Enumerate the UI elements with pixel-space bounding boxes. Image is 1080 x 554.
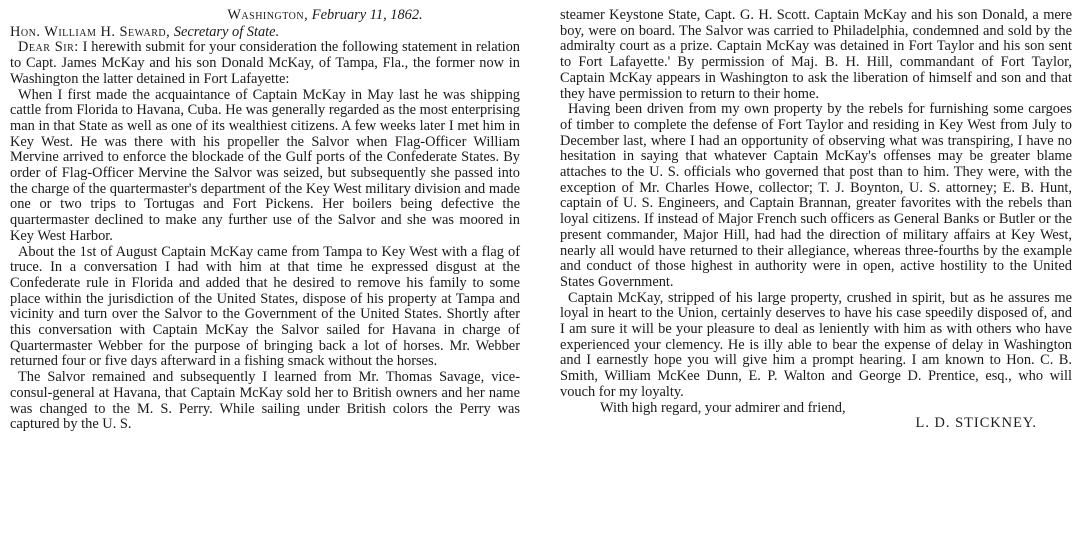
paragraph-4: Having been driven from my own property by the rebels for furnishing some cargoes of timber to complete the defense of Fort Taylor and residing in Key West from July to December last, where I had an opportunity of observing what was transpiring, I have no hesitation in saying that whatever Captain McKay's offenses may be greater blame attaches to the U. S. officials who governed that post than to him. They were, with the exception of Mr. Charles Howe, collector; T. J. Boynton, U. S. attorney; E. B. Hunt, captain of U. S. Engineers, and Captain Brannan, greater favorites with the rebels than loyal citizens. If instead of Major French such officers as General Banks or Butler or the present commander, Major Hill, had had the direction of military affairs at Key West, nearly all would have returned to their allegiance, whereas three-fourths by the example and conduct of those highest in authority were in open, active hostility to the United States Government. <box>560 101 1072 290</box>
addressee <box>10 25 520 41</box>
signature: L. D. STICKNEY. <box>915 415 1037 432</box>
paragraph-2: About the 1st of August Captain McKay came from Tampa to Key West with a flag of truce. In a conversation I had with him at that time he expressed disgust at the Confederate rule in Florida and added that he desired to remove his family to some place within the jurisdiction of the United States, dispose of his property at Tampa and vicinity and turn over the Salvor to the Government of the United States. Shortly after this conversation with Captain McKay the Salvor sailed for Havana in charge of Quartermaster Webber for the purpose of bringing back a lot of horses. Mr. Webber returned four or five days afterward in a fishing smack without the horses. <box>10 243 520 370</box>
left-column <box>10 8 520 433</box>
paragraph-1: When I first made the acquaintance of Captain McKay in May last he was shipping cattle from Florida to Havana, Cuba. He was generally regarded as the most enterprising man in that State as well as one of its wealthiest citizens. A few weeks later I met him in Key West. He was there with his propeller the Salvor when Flag-Officer William Mervine arrived to enforce the blockade of the Gulf ports of the Confederate States. By order of Flag-Officer Mervine the Salvor was seized, but subsequently she passed into the charge of the quartermaster's department of the Key West military division and made one or two trips to Tortugas and Fort Pickens. Her boilers being defective the quartermaster declined to make any further use of the Salvor and she was moored in Key West Harbor. <box>10 86 520 244</box>
right-column <box>560 8 1072 432</box>
paragraph-5: Captain McKay, stripped of his large property, crushed in spirit, but as he assures me loyal in heart to the Union, certainly deserves to have his case speedily disposed of, and I am sure it will be your pleasure to deal as leniently with him as with others who have experienced your clemency. He is illy able to bear the expense of delay in Washington and I earnestly hope you will give him a prompt hearing. I am known to Hon. C. B. Smith, William McKee Dunn, E. P. Walton and George D. Prentice, esq., who will vouch for my loyalty. <box>560 289 1072 400</box>
intro-paragraph <box>10 40 520 87</box>
dateline-place: Washington, <box>227 7 309 23</box>
intro-text: I herewith submit for your consideration the following statement in relation to Capt. James McKay and his son Donald McKay, of Tampa, Fla., the former now in Washington the latter detained in Fort Lafayette: <box>10 39 520 87</box>
paragraph-3: The Salvor remained and subsequently I learned from Mr. Thomas Savage, vice-consul-general at Havana, that Captain McKay sold her to British owners and her name was changed to the M. S. Perry. While sailing under British colors the Perry was captured by the U. S. <box>10 369 520 433</box>
addressee-title: Secretary of State. <box>173 23 280 40</box>
paragraph-3-continued: steamer Keystone State, Capt. G. H. Scott. Captain McKay and his son Donald, a mere boy, were on board. The Salvor was carried to Philadelphia, condemned and sold by the admiralty court as a prize. Captain McKay was detained in Fort Taylor and his son sent to Fort Lafayette.' By permission of Maj. B. H. Hill, commandant of Fort Taylor, Captain McKay appears in Washington to ask the liberation of himself and son and that they have permission to return to their home. <box>560 7 1072 102</box>
salutation: Dear Sir: <box>18 39 79 56</box>
addressee-name: Hon. William H. Seward, <box>10 23 171 40</box>
dateline-date: February 11, 1862. <box>311 7 423 23</box>
closing-line: With high regard, your admirer and friend, <box>600 399 846 416</box>
dateline <box>10 8 520 24</box>
